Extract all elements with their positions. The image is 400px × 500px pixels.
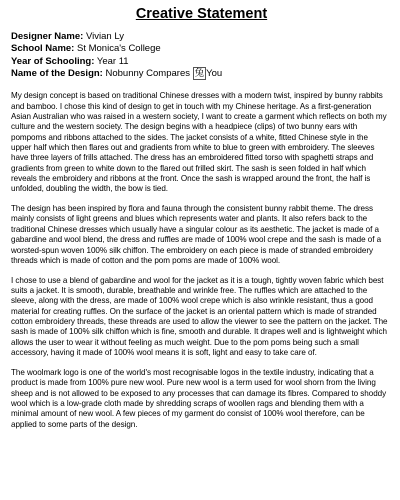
paragraph-inspiration: The design has been inspired by flora and fauna through the consistent bunny rabbit theme. The dress mainly consists of light greens and blues which represents water and plants. It also refers back to the traditional Chinese dresses which usually have a singular colour as its aesthetic. The jacket is made of a gabardine and wool blend, the dress and ruffles are made of 100% wool crepe and the sash is made of a worsted-spun woven 100% silk chiffon. The embroidery on each piece is made of stranded embroidery threads which is made of cotton and the pom poms are made of 100% wool. bbox=[11, 204, 382, 265]
school-name-row bbox=[11, 43, 392, 55]
designer-name-row bbox=[11, 31, 392, 43]
paragraph-woolmark: The woolmark logo is one of the world's most recognisable logos in the textile industry, indicating that a product is made from 100% pure new wool. Pure new wool is a term used for wool shorn from the living sheep and is not allowed to be exposed to any processes that can damage its fibres. Compared to shoddy wool which is a low-grade cloth made by shredding scraps of woollen rags and blending them with a minimal amount of new wool. A few pieces of my garment do consist of 100% wool therefore, can be applied to some parts of the design. bbox=[11, 367, 387, 429]
design-name-label: Name of the Design: bbox=[11, 67, 103, 79]
paragraph-materials: I chose to use a blend of gabardine and wool for the jacket as it is a tough, tightly woven fabric which best suits a jacket. It is smooth, durable, breathable and wrinkle free. The ruffles which are attached to the sleeve, along with the dress, are made of 100% wool crepe which is also wrinkle resistant, thus a good material for creating ruffles. On the surface of the jacket is an oriental pattern which is made of stranded cotton embroidery threads, these threads are used to allow the viewer to see the pattern on the jacket. The sash is made of 100% silk chiffon which is fine, smooth and durable. It drapes well and is lightweight which allows the user to wear it without feeling as much weight. Due to the pom poms being such a small accessory, having it made of 100% wool means it is soft, light and easy to take care of. bbox=[11, 275, 388, 358]
design-name-rabbit-character: 兔 bbox=[194, 67, 205, 79]
designer-name-value: Vivian Ly bbox=[85, 31, 125, 42]
designer-name-label: Designer Name: bbox=[11, 31, 84, 42]
design-name-row bbox=[11, 68, 392, 80]
school-name-label: School Name: bbox=[11, 43, 75, 55]
design-name-value-end: You bbox=[206, 67, 223, 79]
design-name-value: Nobunny Compares bbox=[105, 67, 190, 79]
school-name-value: St Monica's College bbox=[77, 43, 161, 55]
document-title: Creative Statement bbox=[135, 6, 268, 22]
year-of-schooling-value: Year 11 bbox=[96, 55, 129, 67]
paragraph-design-concept: My design concept is based on traditional Chinese dresses with a modern twist, inspired by bunny rabbits and bamboo. I chose this kind of design to get in touch with my Chinese heritage. As a first-generation Asian Australian who was raised in a western society, I want to create a garment which reflects on both my culture and the western society. The design begins with a headpiece (clips) of two bunny ears with pompoms and ribbons attached to the sides. The jacket consists of a white, fitted Chinese style in the upper half which then flares out and gradients from white to blue to green with embroidery. The sleeves have three layers of frills attached. The dress has an embroidered fitted torso with spaghetti straps and gradients from green to white down to the flared out frilled skirt. The sash is seen folded in half which reveals the embroidery and ribbons at the front. Once the sash is wrapped around the front, the half is unfolded, doubling the width, the bow is tied. bbox=[11, 91, 387, 194]
designer-info bbox=[11, 31, 392, 80]
year-of-schooling-label: Year of Schooling: bbox=[11, 55, 95, 67]
